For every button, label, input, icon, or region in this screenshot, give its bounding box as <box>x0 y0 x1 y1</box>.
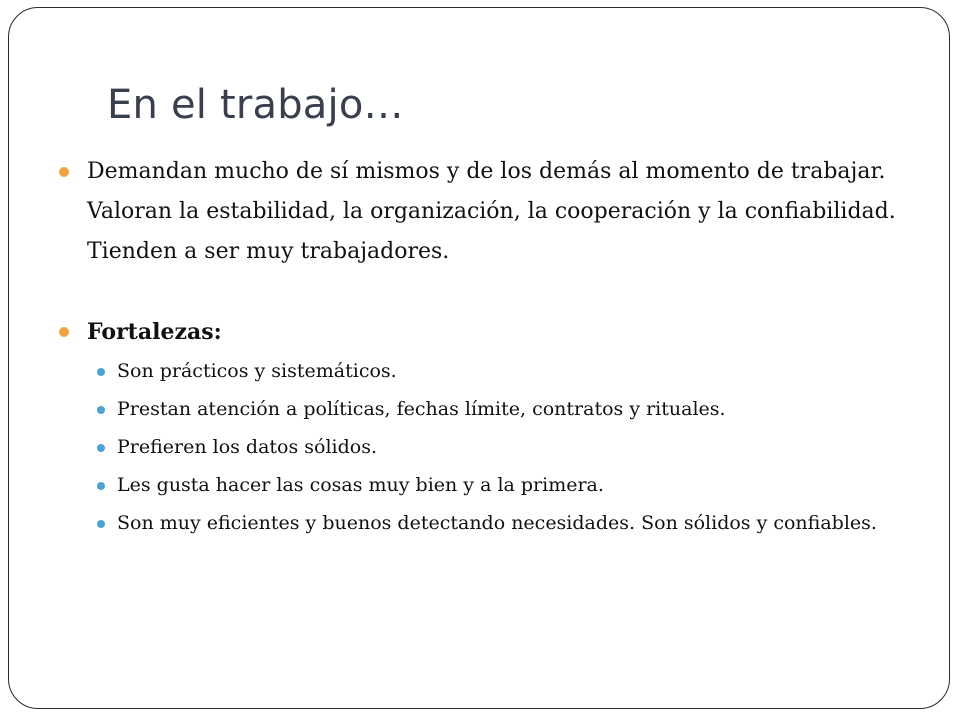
bullet-item <box>57 152 907 272</box>
sub-bullet-item <box>57 432 907 462</box>
sub-bullet-dot-icon <box>97 368 105 376</box>
sub-bullet-text: Prestan atención a políticas, fechas límite, contratos y rituales. <box>117 398 726 420</box>
sub-bullet-list <box>57 356 907 538</box>
sub-bullet-dot-icon <box>97 482 105 490</box>
bullet-item-heading <box>57 312 907 352</box>
sub-bullet-item <box>57 508 907 538</box>
sub-bullet-text: Les gusta hacer las cosas muy bien y a la primera. <box>117 474 604 496</box>
sub-bullet-item <box>57 356 907 386</box>
sub-bullet-text: Son muy eficientes y buenos detectando necesidades. Son sólidos y confiables. <box>117 512 877 534</box>
sub-bullet-text: Son prácticos y sistemáticos. <box>117 360 397 382</box>
slide-title: En el trabajo… <box>107 82 404 128</box>
sub-bullet-item <box>57 394 907 424</box>
sub-bullet-text: Prefieren los datos sólidos. <box>117 436 378 458</box>
bullet-heading-text: Fortalezas: <box>87 319 222 345</box>
bullet-dot-icon <box>59 167 69 177</box>
sub-bullet-dot-icon <box>97 444 105 452</box>
bullet-dot-icon <box>59 327 69 337</box>
sub-bullet-item <box>57 470 907 500</box>
slide-body <box>57 152 907 546</box>
sub-bullet-dot-icon <box>97 406 105 414</box>
sub-bullet-dot-icon <box>97 520 105 528</box>
bullet-text: Demandan mucho de sí mismos y de los demás al momento de trabajar. Valoran la estabilidad, la organización, la cooperación y la confiabilidad. Tienden a ser muy trabajadores. <box>87 159 896 264</box>
